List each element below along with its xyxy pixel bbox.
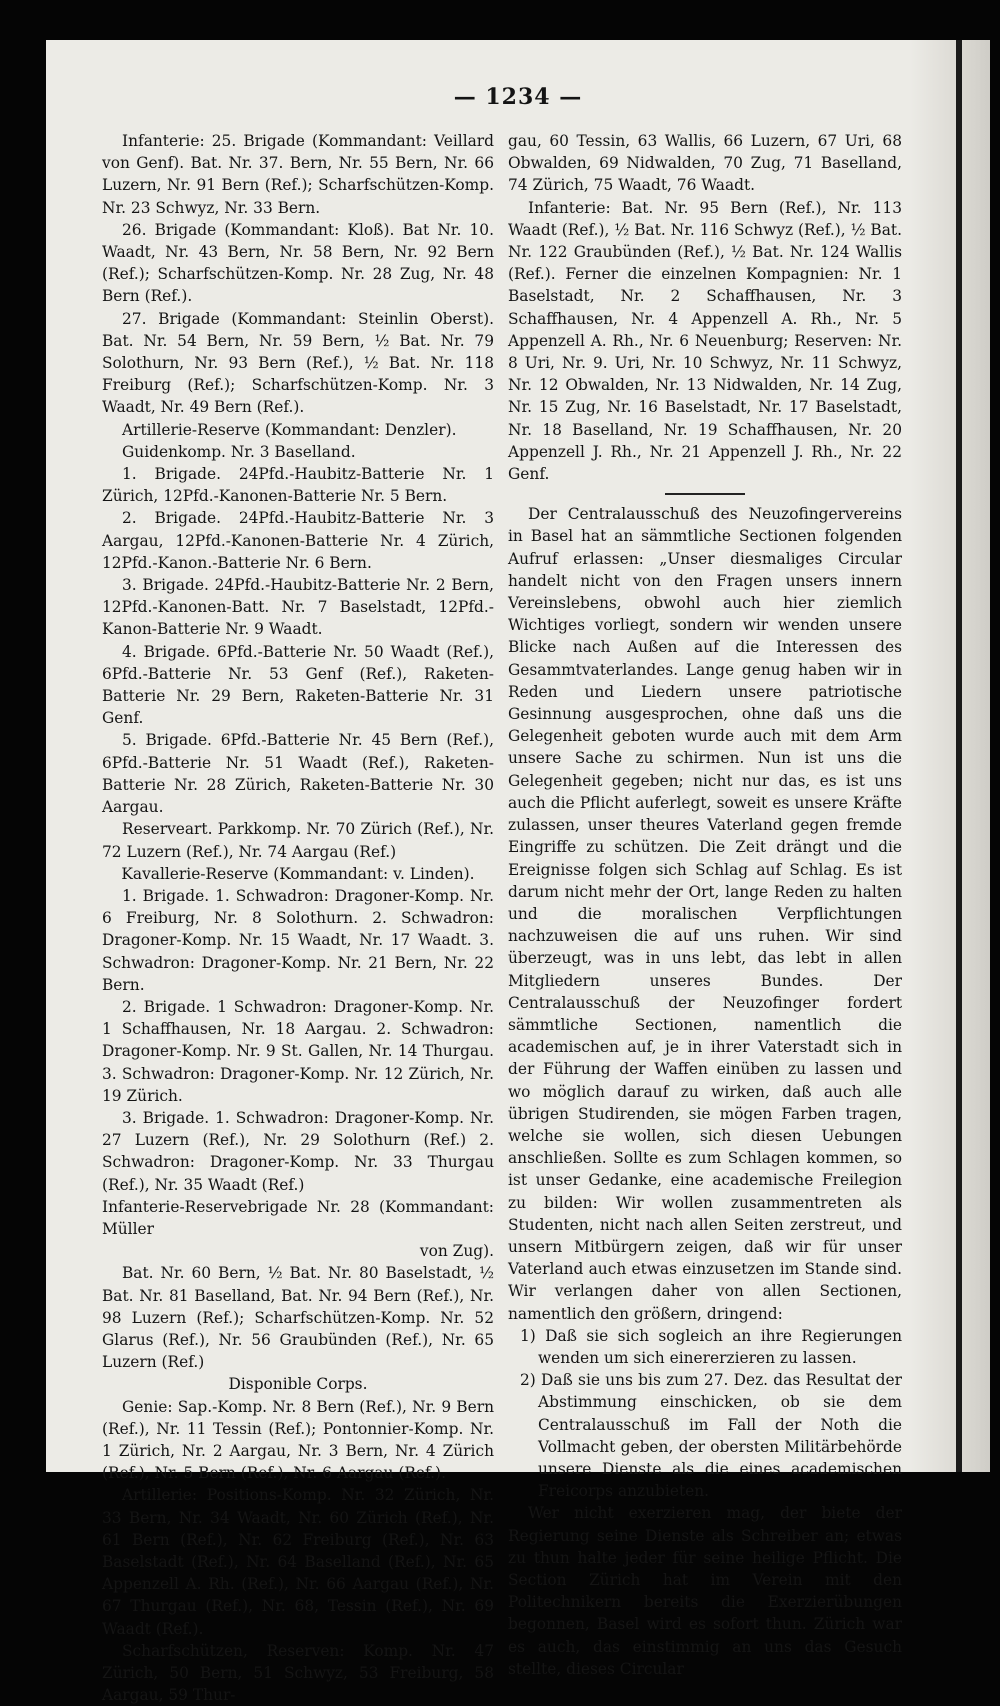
paragraph: Infanterie: Bat. Nr. 95 Bern (Ref.), Nr. 113 Waadt (Ref.), ½ Bat. Nr. 116 Schwyz (Ref.), ½ Bat. Nr. 122 Graubünden (Ref.), ½ Bat. Nr. 124 Wallis (Ref.). Ferner die einzelnen Kompagnien: Nr. 1 Baselstadt, Nr. 2 Schaffhausen, Nr. 3 Schaffhausen, Nr. 4 Appenzell A. Rh., Nr. 5 Appenzell A. Rh., Nr. 6 Neuenburg; Reserven: Nr. 8 Uri, Nr. 9. Uri, Nr. 10 Schwyz, Nr. 11 Schwyz, Nr. 12 Obwalden, Nr. 13 Nidwalden, Nr. 14 Zug, Nr. 15 Zug, Nr. 16 Baselstadt, Nr. 17 Baselstadt, Nr. 18 Baselland, Nr. 19 Schaffhausen, Nr. 20 Appenzell J. Rh., Nr. 21 Appenzell J. Rh., Nr. 22 Genf. (508, 198, 902, 484)
paragraph: Wer nicht exerzieren mag, der biete der Regierung seine Dienste als Schreiber an; etwas zu thun halte jeder für seine heilige Pflicht. Die Section Zürich hat im Verein mit den Politechnikern bereits die Exerzierübungen begonnen, Basel wird es sofort thun. Zürich war es auch, das einstimmig an uns das Gesuch stellte, dieses Circular (508, 1504, 902, 1678)
page-spine (956, 40, 962, 1472)
paragraph: 26. Brigade (Kommandant: Kloß). Bat Nr. 10. Waadt, Nr. 43 Bern, Nr. 58 Bern, Nr. 92 Bern (Ref.); Scharfschützen-Komp. Nr. 28 Zug, Nr. 48 Bern (Ref.). (102, 220, 494, 306)
paragraph: 3. Brigade. 24Pfd.-Haubitz-Batterie Nr. 2 Bern, 12Pfd.-Kanonen-Batt. Nr. 7 Baselstadt, 12Pfd.-Kanon-Batterie Nr. 9 Waadt. (102, 576, 494, 639)
paragraph: Infanterie-Reservebrigade Nr. 28 (Kommandant: Müller (102, 1197, 494, 1238)
paragraph: 2. Brigade. 1 Schwadron: Dragoner-Komp. Nr. 1 Schaffhausen, Nr. 18 Aargau. 2. Schwadron: Dragoner-Komp. Nr. 9 St. Gallen, Nr. 14 Thurgau. 3. Schwadron: Dragoner-Komp. Nr. 12 Zürich, Nr. 19 Zürich. (102, 997, 494, 1105)
show-through-edge (910, 40, 990, 1472)
paragraph: Genie: Sap.-Komp. Nr. 8 Bern (Ref.), Nr. 9 Bern (Ref.), Nr. 11 Tessin (Ref.); Pontonnier-Komp. Nr. 1 Zürich, Nr. 2 Aargau, Nr. 3 Bern, Nr. 4 Zürich (Ref.), Nr. 5 Bern (Ref.), Nr. 6 Aargau (Ref.). (102, 1397, 494, 1483)
paragraph: Scharfschützen, Reserven: Komp. Nr. 47 Zürich, 50 Bern, 51 Schwyz, 53 Freiburg, 58 Aargau, 59 Thur- (102, 1641, 494, 1705)
paragraph: 1) Daß sie sich sogleich an ihre Regierungen wenden um sich einererzieren zu lassen. (520, 1326, 902, 1367)
paragraph: gau, 60 Tessin, 63 Wallis, 66 Luzern, 67 Uri, 68 Obwalden, 69 Nidwalden, 70 Zug, 71 Baselland, 74 Zürich, 75 Waadt, 76 Waadt. (508, 132, 902, 195)
paragraph: 1. Brigade. 24Pfd.-Haubitz-Batterie Nr. 1 Zürich, 12Pfd.-Kanonen-Batterie Nr. 5 Bern. (102, 465, 494, 506)
paragraph: Disponible Corps. (228, 1375, 368, 1394)
paragraph: Kavallerie-Reserve (Kommandant: v. Linden). (121, 864, 475, 883)
paragraph: Infanterie: 25. Brigade (Kommandant: Veillard von Genf). Bat. Nr. 37. Bern, Nr. 55 Bern, Nr. 66 Luzern, Nr. 91 Bern (Ref.); Scharfschützen-Komp. Nr. 23 Schwyz, Nr. 33 Bern. (102, 132, 494, 217)
page-number: — 1234 — (453, 84, 583, 110)
paragraph: von Zug). (419, 1242, 494, 1261)
left-column (102, 130, 494, 1706)
paragraph: 5. Brigade. 6Pfd.-Batterie Nr. 45 Bern (Ref.), 6Pfd.-Batterie Nr. 51 Waadt (Ref.), Raketen-Batterie Nr. 28 Zürich, Raketen-Batterie Nr. 30 Aargau. (102, 731, 494, 817)
paragraph: 3. Brigade. 1. Schwadron: Dragoner-Komp. Nr. 27 Luzern (Ref.), Nr. 29 Solothurn (Ref.) 2. Schwadron: Dragoner-Komp. Nr. 33 Thurgau (Ref.), Nr. 35 Waadt (Ref.) (102, 1108, 494, 1194)
paragraph: 4. Brigade. 6Pfd.-Batterie Nr. 50 Waadt (Ref.), 6Pfd.-Batterie Nr. 53 Genf (Ref.), Raketen-Batterie Nr. 29 Bern, Raketen-Batterie Nr. 31 Genf. (102, 642, 494, 728)
section-divider (665, 493, 745, 495)
paragraph: Der Centralausschuß des Neuzofingervereins in Basel hat an sämmtliche Sectionen folgenden Aufruf erlassen: „Unser diesmaliges Circular handelt nicht von den Fragen unsers innern Vereinslebens, obwohl auch hier ziemlich Wichtiges vorliegt, sondern wir wenden unsere Blicke nach Außen auf die Interessen des Gesammtvaterlandes. Lange genug haben wir in Reden und Liedern unsere patriotische Gesinnung ausgesprochen, ohne daß uns die Gelegenheit geboten wurde auch mit dem Arm unsere Sache zu schirmen. Nun ist uns die Gelegenheit gegeben; nicht nur das, es ist uns auch die Pflicht auferlegt, soweit es unsere Kräfte zulassen, unser theures Vaterland gegen fremde Eingriffe zu schützen. Die Zeit drängt und die Ereignisse folgen sich Schlag auf Schlag. Es ist darum nicht mehr der Ort, lange Reden zu halten und die moralischen Verpflichtungen nachzuweisen die auf uns ruhen. Wir sind überzeugt, was in uns lebt, das lebt in allen Mitgliedern unseres Bundes. Der Centralausschuß der Neuzofinger fordert sämmtliche Sectionen, namentlich die academischen auf, je in ihrer Vaterstadt sich in der Führung der Waffen einüben zu lassen und wo möglich darauf zu wirken, daß auch alle übrigen Studirenden, sie mögen Farben tragen, welche sie wollen, sich diesen Uebungen anschließen. Sollte es zum Schlagen kommen, so ist unser Gedanke, eine academische Freilegion zu bilden: Wir wollen zusammentreten als Studenten, nicht nach allen Seiten zerstreut, und unsern Mitbürgern zeigen, daß wir für unser Vaterland auch etwas einzusetzen im Stande sind. Wir verlangen daher von allen Sectionen, namentlich den größern, dringend: (508, 505, 902, 1323)
newspaper-page (46, 40, 990, 1705)
paragraph: 2. Brigade. 24Pfd.-Haubitz-Batterie Nr. 3 Aargau, 12Pfd.-Kanonen-Batterie Nr. 4 Zürich, 12Pfd.-Kanon.-Batterie Nr. 6 Bern. (102, 509, 494, 572)
paragraph: 27. Brigade (Kommandant: Steinlin Oberst). Bat. Nr. 54 Bern, Nr. 59 Bern, ½ Bat. Nr. 79 Solothurn, Nr. 93 Bern (Ref.), ½ Bat. Nr. 118 Freiburg (Ref.); Scharfschützen-Komp. Nr. 3 Waadt, Nr. 49 Bern (Ref.). (102, 309, 494, 417)
paragraph: Artillerie: Positions-Komp. Nr. 32 Zürich, Nr. 33 Bern, Nr. 34 Waadt, Nr. 60 Zürich (Ref.), Nr. 61 Bern (Ref.), Nr. 62 Freiburg (Ref.), Nr. 63 Baselstadt (Ref.), Nr. 64 Baselland (Ref.), Nr. 65 Appenzell A. Rh. (Ref.), Nr. 66 Aargau (Ref.), Nr. 67 Thurgau (Ref.), Nr. 68, Tessin (Ref.), Nr. 69 Waadt (Ref.). (102, 1486, 494, 1638)
paragraph: Guidenkomp. Nr. 3 Baselland. (122, 442, 356, 461)
right-column (508, 130, 902, 1680)
paragraph: Artillerie-Reserve (Kommandant: Denzler). (122, 420, 457, 439)
paragraph: Reserveart. Parkkomp. Nr. 70 Zürich (Ref.), Nr. 72 Luzern (Ref.), Nr. 74 Aargau (Ref.) (102, 820, 494, 861)
paragraph: 2) Daß sie uns bis zum 27. Dez. das Resultat der Abstimmung einschicken, ob sie dem Centralausschuß im Fall der Noth die Vollmacht geben, der obersten Militärbehörde unsere Dienste als die eines academischen Freicorps anzubieten. (520, 1371, 902, 1501)
paragraph: 1. Brigade. 1. Schwadron: Dragoner-Komp. Nr. 6 Freiburg, Nr. 8 Solothurn. 2. Schwadron: Dragoner-Komp. Nr. 15 Waadt, Nr. 17 Waadt. 3. Schwadron: Dragoner-Komp. Nr. 21 Bern, Nr. 22 Bern. (102, 886, 494, 994)
paragraph: Bat. Nr. 60 Bern, ½ Bat. Nr. 80 Baselstadt, ½ Bat. Nr. 81 Baselland, Bat. Nr. 94 Bern (Ref.), Nr. 98 Luzern (Ref.); Scharfschützen-Komp. Nr. 52 Glarus (Ref.), Nr. 56 Graubünden (Ref.), Nr. 65 Luzern (Ref.) (102, 1264, 494, 1372)
